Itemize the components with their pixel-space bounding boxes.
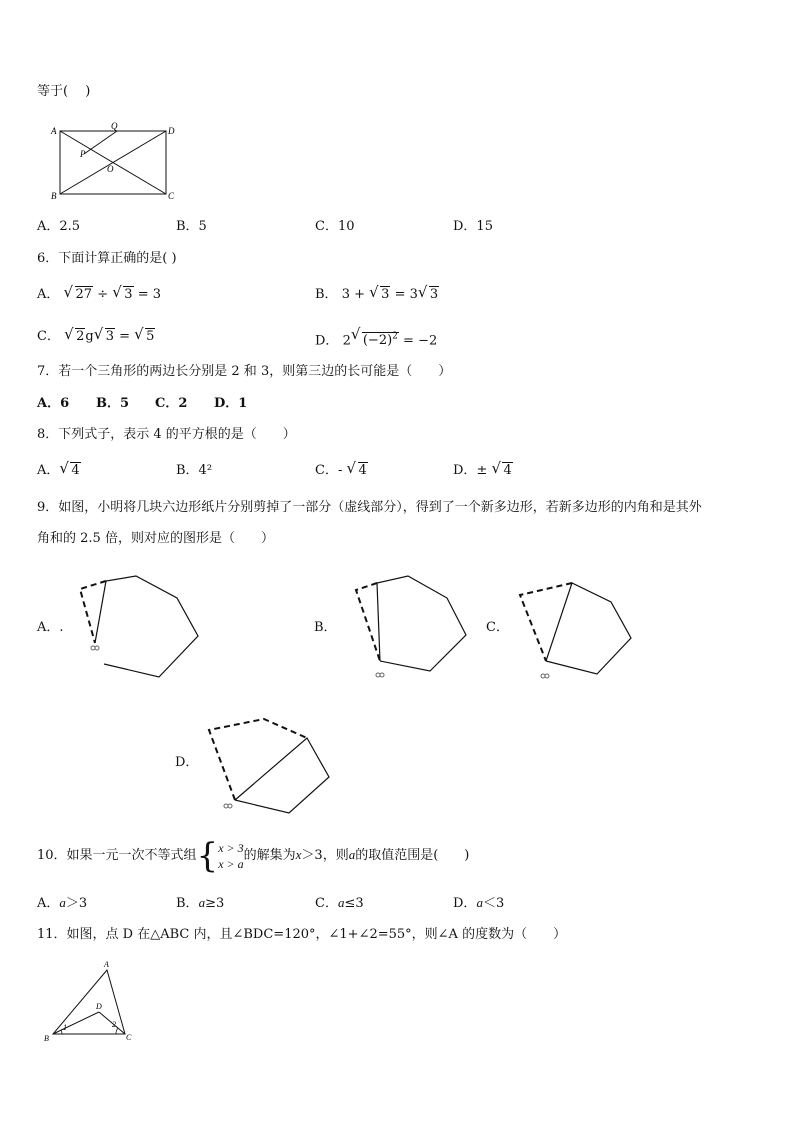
q11-angle-2: 2	[112, 1020, 116, 1029]
q6-c-radicand3: 5	[146, 329, 155, 344]
q6-a-eq: = 3	[137, 287, 161, 302]
q5-label-o: O	[107, 164, 114, 174]
q5-option-b: B．5	[176, 219, 207, 234]
q11-stem: 11．如图，点 D 在△ABC 内，且∠BDC=120°，∠1+∠2=55°，则∠A 的度数为（ ）	[37, 927, 567, 942]
q10-d-var: a	[476, 895, 483, 910]
q8-d-label: D．	[453, 463, 477, 478]
q9-label-c: C．	[486, 620, 509, 635]
q9-label-d: D．	[175, 755, 199, 770]
q11-angle-1: 1	[63, 1023, 67, 1032]
q11-label-a: A	[104, 960, 109, 969]
q8-a-sqrt: √ 4	[59, 459, 80, 478]
q6-a-sqrt1: √ 27	[63, 283, 93, 302]
q6-d-label: D．	[315, 333, 339, 349]
q6-b-label: B．	[315, 287, 338, 302]
q7-option-c: C．2	[155, 396, 188, 411]
q6-c-sqrt3: √ 5	[134, 325, 155, 344]
q8-c-sqrt: √ 4	[346, 459, 367, 478]
q5-option-d: D．15	[453, 219, 493, 234]
q5-label-d: D	[168, 126, 175, 136]
q10-a-rel: ＞3	[65, 896, 88, 911]
q9-stem-line2: 角和的 2.5 倍，则对应的图形是（ ）	[37, 531, 274, 546]
q10-sys1: x > 3	[218, 840, 244, 855]
q11-label-d: D	[96, 1002, 102, 1011]
q9-stem-line1: 9．如图，小明将几块六边形纸片分别剪掉了一部分（虚线部分），得到了一个新多边形，若新多边形的内角和是其外	[37, 500, 702, 515]
q8-c-radicand: 4	[358, 463, 367, 478]
q6-b-radicand2: 3	[429, 287, 439, 302]
q10-d-rel: ＜3	[482, 896, 505, 911]
q10-mid2: ＞3，则	[301, 848, 349, 863]
q8-d-sign: ±	[476, 463, 488, 478]
q7-option-b: B．5	[96, 396, 130, 411]
q5-label-c: C	[168, 191, 175, 201]
q6-d-inner: (−2)	[362, 333, 393, 349]
q10-d-label: D．	[453, 896, 477, 911]
q7-option-a: A．6	[37, 396, 70, 411]
q8-a-label: A．	[37, 463, 60, 478]
q6-d-sqrt: √ $(-2)^2$	[350, 325, 398, 349]
q6-c-sqrt1: √ 2	[64, 325, 85, 344]
q7-option-d: D．1	[214, 396, 248, 411]
q6-b-eq: = 3	[394, 287, 418, 302]
q10-mid-var: x	[295, 847, 302, 862]
q6-b-sqrt1: √ 3	[369, 283, 390, 302]
q5-label-a: A	[51, 126, 57, 136]
q10-sys2: x > a	[218, 856, 244, 871]
q10-b-label: B．	[176, 896, 199, 911]
q10-pre: 10．如果一元一次不等式组	[37, 848, 197, 863]
q10-b-rel: ≥3	[205, 896, 225, 911]
q8-c-label: C．	[315, 463, 338, 478]
q7-stem: 7．若一个三角形的两边长分别是 2 和 3，则第三边的长可能是（ ）	[37, 364, 452, 379]
q10-brace: {	[196, 835, 219, 876]
q9-label-a: A．.	[37, 620, 64, 635]
q5-label-b: B	[51, 191, 57, 201]
q5-option-c: C．10	[315, 219, 355, 234]
q6-c-sqrt2: √ 3	[93, 325, 114, 344]
q10-a-label: A．	[37, 896, 60, 911]
q6-d-coef: 2	[342, 333, 351, 349]
q10-mid-var2: a	[348, 847, 356, 862]
q6-c-g: g	[85, 329, 94, 344]
q5-label-p: P	[80, 149, 86, 159]
q8-d-sqrt: √ 4	[491, 459, 512, 478]
q6-b-radicand1: 3	[381, 287, 390, 302]
q9-label-b: B．	[314, 620, 337, 635]
q6-c-radicand2: 3	[105, 329, 114, 344]
q6-a-op: ÷	[97, 287, 109, 302]
q10-a-var: a	[59, 895, 66, 910]
q10-mid1: 的解集为	[243, 848, 296, 863]
q5-tail: 等于( )	[37, 84, 91, 99]
q5-option-a: A．2.5	[37, 219, 81, 234]
q11-label-c: C	[126, 1033, 132, 1042]
q6-c-eq: =	[119, 329, 131, 344]
q6-b-sqrt2: √ 3	[417, 283, 439, 302]
q8-d-radicand: 4	[503, 463, 512, 478]
q6-c-radicand1: 2	[76, 329, 85, 344]
q6-a-radicand1: 27	[75, 287, 93, 302]
q6-a-label: A．	[37, 287, 60, 302]
q10-post: 的取值范围是( )	[355, 848, 470, 863]
q6-d-exp: 2	[392, 332, 398, 342]
q8-c-sign: -	[337, 463, 343, 478]
q10-c-label: C．	[315, 896, 338, 911]
q6-b-pre: 3 +	[341, 287, 365, 302]
q6-stem: 6．下面计算正确的是( )	[37, 251, 177, 266]
q5-label-q: Q	[111, 121, 118, 131]
q8-stem: 8．下列式子，表示 4 的平方根的是（ ）	[37, 427, 296, 442]
q8-a-radicand: 4	[71, 463, 80, 478]
q6-a-radicand2: 3	[124, 287, 133, 302]
q11-label-b: B	[44, 1034, 49, 1043]
q8-option-b: B．4²	[176, 463, 213, 478]
q6-d-eq: = −2	[403, 333, 438, 349]
q10-b-var: a	[198, 895, 206, 910]
q6-a-sqrt2: √ 3	[112, 283, 133, 302]
q10-c-rel: ≤3	[344, 896, 364, 911]
q6-c-label: C．	[37, 329, 60, 344]
q10-c-var: a	[337, 895, 345, 910]
